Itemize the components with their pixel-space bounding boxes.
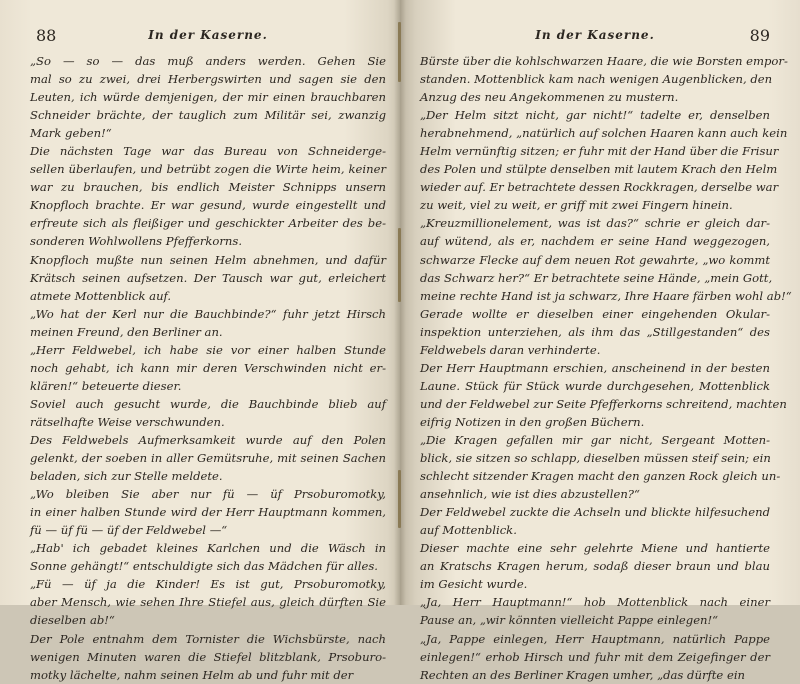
text-line: eifrig Notizen in den großen Büchern. <box>420 414 645 429</box>
text-line: Mark geben!“ <box>30 126 112 141</box>
text-line: „Fü — üf ja die Kinder! Es ist gut, Prsoburomotky, <box>30 577 386 592</box>
text-line: herabnehmend, „natürlich auf solchen Haaren kann auch kein <box>420 126 788 141</box>
text-line: Soviel auch gesucht wurde, die Bauchbinde blieb auf <box>30 396 386 411</box>
text-line: Bürste über die kohlschwarzen Haare, die wie Borsten empor- <box>420 54 788 68</box>
text-line: Knopfloch mußte nun seinen Helm abnehmen, und dafür <box>30 252 386 267</box>
text-line: „Der Helm sitzt nicht, gar nicht!“ tadelte er, denselben <box>420 108 770 123</box>
right-page-text <box>420 52 792 684</box>
text-line: war zu brauchen, bis endlich Meister Schnipps unsern <box>30 180 386 195</box>
text-line: wenigen Minuten waren die Stiefel blitzblank, Prsoburo- <box>30 649 386 664</box>
text-line: Gerade wollte er dieselben einer eingehenden Okular- <box>420 306 770 321</box>
text-line: in einer halben Stunde wird der Herr Hauptmann kommen, <box>30 505 386 520</box>
text-line: das Schwarz her?“ Er betrachtete seine Hände, „mein Gott, <box>420 270 773 285</box>
text-line: blick, sie sitzen so schlapp, dieselben müssen steif sein; ein <box>420 451 771 466</box>
text-line: schlecht sitzender Kragen macht den ganzen Rock gleich un- <box>420 469 781 484</box>
text-line: im Gesicht wurde. <box>420 577 528 592</box>
text-line: und der Feldwebel zur Seite Pfefferkorns schreitend, machten <box>420 396 787 411</box>
text-line: Der Herr Hauptmann erschien, anscheinend in der besten <box>420 360 770 375</box>
text-line: Pause an, „wir könnten vielleicht Pappe einlegen!“ <box>420 613 719 628</box>
text-line: motky lächelte, nahm seinen Helm ab und fuhr mit der <box>30 667 354 682</box>
text-line: „Herr Feldwebel, ich habe sie vor einer halben Stunde <box>30 342 386 357</box>
text-line: „Wo hat der Kerl nur die Bauchbinde?“ fuhr jetzt Hirsch <box>30 306 386 321</box>
text-line: Krätsch seinen aufsetzen. Der Tausch war gut, erleichert <box>30 270 386 285</box>
text-line: Rechten an des Berliner Kragen umher, „das dürfte ein <box>420 667 746 682</box>
text-line: „Ja, Herr Hauptmann!“ hob Mottenblick nach einer <box>420 595 770 610</box>
text-line: „Wo bleiben Sie aber nur fü — üf Prsoburomotky, <box>30 487 386 502</box>
text-line: Dieser machte eine sehr gelehrte Miene und hantierte <box>420 541 770 556</box>
text-line: Die nächsten Tage war das Bureau von Schneiderge- <box>30 144 386 159</box>
text-line: Helm vernünftig sitzen; er fuhr mit der Hand über die Frisur <box>420 144 779 159</box>
text-line: meine rechte Hand ist ja schwarz, Ihre Haare färben wohl ab!“ <box>420 288 792 303</box>
left-page <box>0 0 400 682</box>
text-line: Feldwebels daran verhinderte. <box>420 342 601 357</box>
text-line: „Ja, Pappe einlegen, Herr Hauptmann, natürlich Pappe <box>420 631 770 646</box>
text-line: aber Mensch, wie sehen Ihre Stiefel aus, gleich dürften Sie <box>30 595 386 610</box>
text-line: fü — üf fü — üf der Feldwebel —“ <box>30 523 228 538</box>
text-line: auf wütend, als er, nachdem er seine Hand weggezogen, <box>420 234 770 249</box>
text-line: dieselben ab!“ <box>30 613 115 628</box>
text-line: beladen, sich zur Stelle meldete. <box>30 469 223 484</box>
text-line: gelenkt, der soeben in aller Gemütsruhe, mit seinen Sachen <box>30 451 386 466</box>
text-line: Der Feldwebel zuckte die Achseln und blickte hilfesuchend <box>420 505 770 520</box>
left-page-text <box>30 52 386 684</box>
text-line: Anzug des neu Angekommenen zu mustern. <box>420 90 679 105</box>
text-line: des Polen und stülpte denselben mit lautem Krach den Helm <box>420 162 778 177</box>
text-line: Des Feldwebels Aufmerksamkeit wurde auf den Polen <box>30 432 386 447</box>
text-line: atmete Mottenblick auf. <box>30 288 172 303</box>
right-running-head: In der Kaserne. <box>535 28 655 42</box>
text-line: inspektion unterziehen, als ihm das „Stillgestanden“ des <box>420 324 770 339</box>
text-line: Knopfloch brachte. Er war gesund, wurde eingestellt und <box>30 198 386 213</box>
left-page-header <box>30 26 386 52</box>
text-line: Der Pole entnahm dem Tornister die Wichsbürste, nach <box>30 631 386 646</box>
binding-thread <box>398 228 401 302</box>
text-line: sellen überlaufen, und betrübt zogen die Wirte heim, keiner <box>30 162 386 177</box>
text-line: Schneider brächte, der tauglich zum Militär sei, zwanzig <box>30 108 386 123</box>
text-line: zu weit, viel zu weit, er griff mit zwei Fingern hinein. <box>420 198 733 213</box>
text-line: mal so zu zwei, drei Herbergswirten und sagen sie den <box>30 72 386 87</box>
text-line: Laune. Stück für Stück wurde durchgesehen, Mottenblick <box>420 378 770 393</box>
text-line: schwarze Flecke auf dem neuen Rot gewahrte, „wo kommt <box>420 252 770 267</box>
text-line: Leuten, ich würde demjenigen, der mir einen brauchbaren <box>30 90 386 105</box>
text-line: noch gehabt, ich kann mir deren Verschwinden nicht er- <box>30 360 386 375</box>
text-line: wieder auf. Er betrachtete dessen Rockkragen, derselbe war <box>420 180 779 195</box>
text-line: ansehnlich, wie ist dies abzustellen?“ <box>420 487 640 502</box>
text-line: meinen Freund, den Berliner an. <box>30 324 223 339</box>
text-line: „So — so — das muß anders werden. Gehen Sie <box>30 54 386 68</box>
text-line: an Kratschs Kragen herum, sodaß dieser braun und blau <box>420 559 770 574</box>
left-page-number: 88 <box>36 26 57 45</box>
text-line: „Die Kragen gefallen mir gar nicht, Sergeant Motten- <box>420 432 770 447</box>
text-line: erfreute sich als fleißiger und geschickter Arbeiter des be- <box>30 216 386 231</box>
text-line: klären!“ beteuerte dieser. <box>30 378 182 393</box>
left-running-head: In der Kaserne. <box>148 28 268 42</box>
text-line: rätselhafte Weise verschwunden. <box>30 414 225 429</box>
text-line: „Kreuzmillionelement, was ist das?“ schrie er gleich dar- <box>420 216 770 231</box>
text-line: auf Mottenblick. <box>420 523 517 538</box>
text-line: einlegen!“ erhob Hirsch und fuhr mit dem Zeigefinger der <box>420 649 770 664</box>
right-page-number: 89 <box>749 26 770 45</box>
right-page-header <box>420 26 770 52</box>
text-line: sonderen Wohlwollens Pfefferkorns. <box>30 234 243 249</box>
text-line: Sonne gehängt!“ entschuldigte sich das Mädchen für alles. <box>30 559 378 574</box>
text-line: „Hab' ich gebadet kleines Karlchen und die Wäsch in <box>30 541 386 556</box>
text-line: standen. Mottenblick kam nach wenigen Augenblicken, den <box>420 72 773 87</box>
right-page <box>400 0 800 682</box>
binding-thread <box>398 470 401 528</box>
binding-thread <box>398 22 401 82</box>
